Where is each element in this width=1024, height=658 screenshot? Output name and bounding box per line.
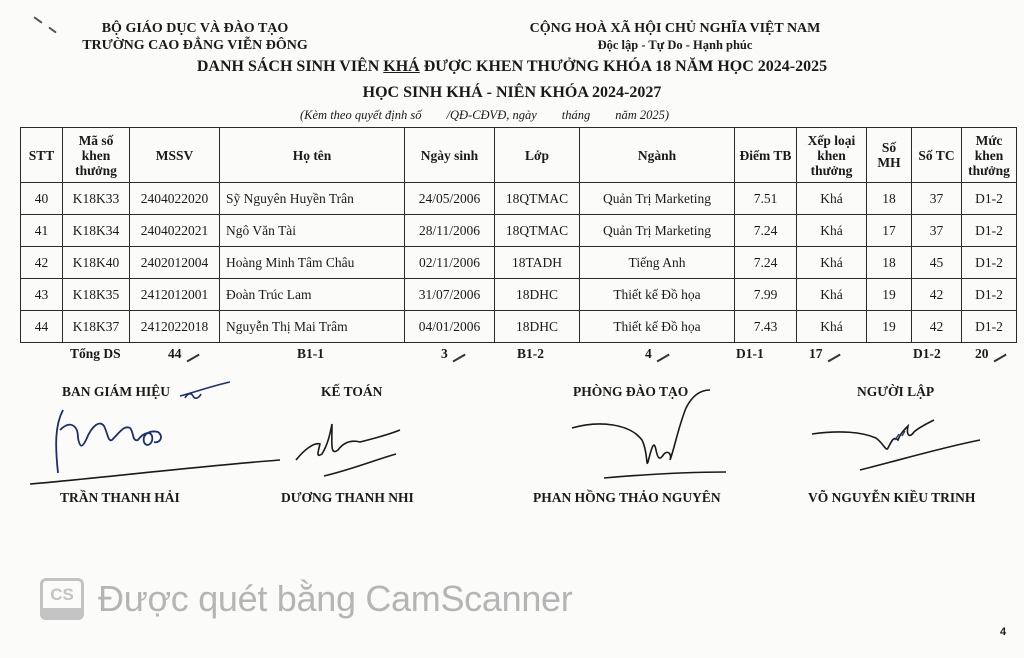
signature-title-training-office: PHÒNG ĐÀO TẠO	[573, 384, 689, 399]
cell-student-id: 2404022021	[130, 215, 220, 247]
check-mark	[827, 354, 840, 362]
cell-award-rank: Khá	[797, 311, 867, 343]
issuer-block	[60, 20, 330, 54]
cell-award-code: K18K34	[63, 215, 130, 247]
cell-birth-date: 31/07/2006	[405, 279, 495, 311]
table-row	[21, 183, 1017, 215]
signer-name-training-office: PHAN HỒNG THẢO NGUYÊN	[533, 490, 721, 505]
cell-gpa: 7.51	[735, 183, 797, 215]
b12-label: B1-2	[517, 346, 544, 361]
cell-stt: 43	[21, 279, 63, 311]
scan-mark	[33, 16, 42, 23]
col-header-student-id: MSSV	[130, 128, 220, 183]
signature-accounting	[280, 400, 420, 480]
cell-award-level: D1-2	[962, 279, 1017, 311]
cell-subject-count: 17	[867, 215, 912, 247]
total-label: Tổng DS	[70, 346, 121, 361]
table-row	[21, 247, 1017, 279]
cell-birth-date: 02/11/2006	[405, 247, 495, 279]
cell-full-name: Nguyễn Thị Mai Trâm	[220, 311, 405, 343]
cell-stt: 42	[21, 247, 63, 279]
country-name: CỘNG HOÀ XÃ HỘI CHỦ NGHĨA VIỆT NAM	[529, 21, 821, 36]
table-header-row	[21, 128, 1017, 183]
cell-student-id: 2412012001	[130, 279, 220, 311]
watermark-text: Được quét bằng CamScanner	[98, 578, 573, 619]
cell-award-code: K18K40	[63, 247, 130, 279]
col-header-class: Lớp	[495, 128, 580, 183]
cell-gpa: 7.24	[735, 247, 797, 279]
motto: Độc lập - Tự Do - Hạnh phúc	[597, 38, 753, 52]
student-award-table	[20, 127, 1017, 343]
cell-class: 18TADH	[495, 247, 580, 279]
cell-subject-count: 19	[867, 311, 912, 343]
national-motto-block	[520, 20, 830, 54]
cell-stt: 41	[21, 215, 63, 247]
cell-birth-date: 04/01/2006	[405, 311, 495, 343]
cell-major: Thiết kế Đồ họa	[580, 311, 735, 343]
cell-award-rank: Khá	[797, 279, 867, 311]
d11-label: D1-1	[736, 346, 764, 361]
cell-award-level: D1-2	[962, 183, 1017, 215]
d11-value: 17	[809, 346, 841, 362]
cell-award-rank: Khá	[797, 183, 867, 215]
cell-award-code: K18K35	[63, 279, 130, 311]
cell-full-name: Hoàng Minh Tâm Châu	[220, 247, 405, 279]
cell-class: 18DHC	[495, 311, 580, 343]
signature-title-accounting: KẾ TOÁN	[321, 384, 383, 399]
signer-name-accounting: DƯƠNG THANH NHI	[281, 490, 414, 505]
col-header-gpa: Điểm TB	[735, 128, 797, 183]
col-header-birth-date: Ngày sinh	[405, 128, 495, 183]
cell-class: 18DHC	[495, 279, 580, 311]
col-header-stt: STT	[21, 128, 63, 183]
school-name: TRƯỜNG CAO ĐẲNG VIỄN ĐÔNG	[82, 38, 308, 53]
cell-award-level: D1-2	[962, 247, 1017, 279]
decision-reference: (Kèm theo quyết định số /QĐ-CĐVĐ, ngày tháng năm 2025)	[300, 108, 670, 122]
signature-board	[0, 370, 300, 490]
cell-stt: 44	[21, 311, 63, 343]
cell-subject-count: 18	[867, 183, 912, 215]
cell-class: 18QTMAC	[495, 183, 580, 215]
document-title: DANH SÁCH SINH VIÊN KHÁ ĐƯỢC KHEN THƯỞNG KHÓA 18 NĂM HỌC 2024-2025	[196, 58, 828, 75]
cell-stt: 40	[21, 183, 63, 215]
col-header-award-rank: Xếp loại khen thưởng	[797, 128, 867, 183]
d12-label: D1-2	[913, 346, 941, 361]
check-mark	[186, 354, 199, 362]
totals-summary	[0, 346, 1024, 364]
cell-credits: 42	[912, 311, 962, 343]
d12-value: 20	[975, 346, 1007, 362]
cell-award-code: K18K37	[63, 311, 130, 343]
col-header-credits: Số TC	[912, 128, 962, 183]
cell-award-level: D1-2	[962, 215, 1017, 247]
cell-student-id: 2404022020	[130, 183, 220, 215]
cell-birth-date: 24/05/2006	[405, 183, 495, 215]
cell-award-level: D1-2	[962, 311, 1017, 343]
cell-award-code: K18K33	[63, 183, 130, 215]
cell-award-rank: Khá	[797, 247, 867, 279]
cell-full-name: Ngô Văn Tài	[220, 215, 405, 247]
cell-major: Quản Trị Marketing	[580, 215, 735, 247]
cell-birth-date: 28/11/2006	[405, 215, 495, 247]
cell-full-name: Đoàn Trúc Lam	[220, 279, 405, 311]
col-header-award-code: Mã số khen thưởng	[63, 128, 130, 183]
b11-value: 3	[441, 346, 466, 362]
col-header-subject-count: Số MH	[867, 128, 912, 183]
title-emphasis: KHÁ	[383, 58, 420, 75]
cell-subject-count: 18	[867, 247, 912, 279]
cell-credits: 37	[912, 215, 962, 247]
cell-major: Tiếng Anh	[580, 247, 735, 279]
b12-value: 4	[645, 346, 670, 362]
check-mark	[993, 354, 1006, 362]
table-row	[21, 215, 1017, 247]
cell-gpa: 7.99	[735, 279, 797, 311]
total-value: 44	[168, 346, 200, 362]
cell-class: 18QTMAC	[495, 215, 580, 247]
col-header-award-level: Mức khen thưởng	[962, 128, 1017, 183]
check-mark	[656, 354, 669, 362]
table-row	[21, 279, 1017, 311]
cell-major: Quản Trị Marketing	[580, 183, 735, 215]
scan-mark	[48, 27, 57, 34]
b11-label: B1-1	[297, 346, 324, 361]
cell-credits: 37	[912, 183, 962, 215]
cell-gpa: 7.43	[735, 311, 797, 343]
table-row	[21, 311, 1017, 343]
document-subtitle: HỌC SINH KHÁ - NIÊN KHÓA 2024-2027	[362, 84, 662, 101]
col-header-full-name: Họ tên	[220, 128, 405, 183]
cell-student-id: 2412022018	[130, 311, 220, 343]
signature-title-board: BAN GIÁM HIỆU	[62, 384, 171, 399]
signature-training-office	[560, 380, 760, 490]
cell-full-name: Sỹ Nguyên Huyền Trân	[220, 183, 405, 215]
cell-credits: 42	[912, 279, 962, 311]
camscanner-logo-icon: CS	[40, 578, 84, 620]
signature-title-preparer: NGƯỜI LẬP	[857, 384, 935, 399]
camscanner-watermark	[40, 577, 572, 621]
cell-subject-count: 19	[867, 279, 912, 311]
page-number: 4	[1000, 626, 1007, 638]
cell-gpa: 7.24	[735, 215, 797, 247]
cell-award-rank: Khá	[797, 215, 867, 247]
signer-name-board: TRẦN THANH HẢI	[60, 490, 180, 505]
signature-preparer	[800, 400, 990, 480]
signer-name-preparer: VÕ NGUYỄN KIỀU TRINH	[808, 490, 976, 505]
cell-major: Thiết kế Đồ họa	[580, 279, 735, 311]
col-header-major: Ngành	[580, 128, 735, 183]
check-mark	[452, 354, 465, 362]
cell-student-id: 2402012004	[130, 247, 220, 279]
ministry-name: BỘ GIÁO DỤC VÀ ĐÀO TẠO	[101, 21, 289, 36]
cell-credits: 45	[912, 247, 962, 279]
